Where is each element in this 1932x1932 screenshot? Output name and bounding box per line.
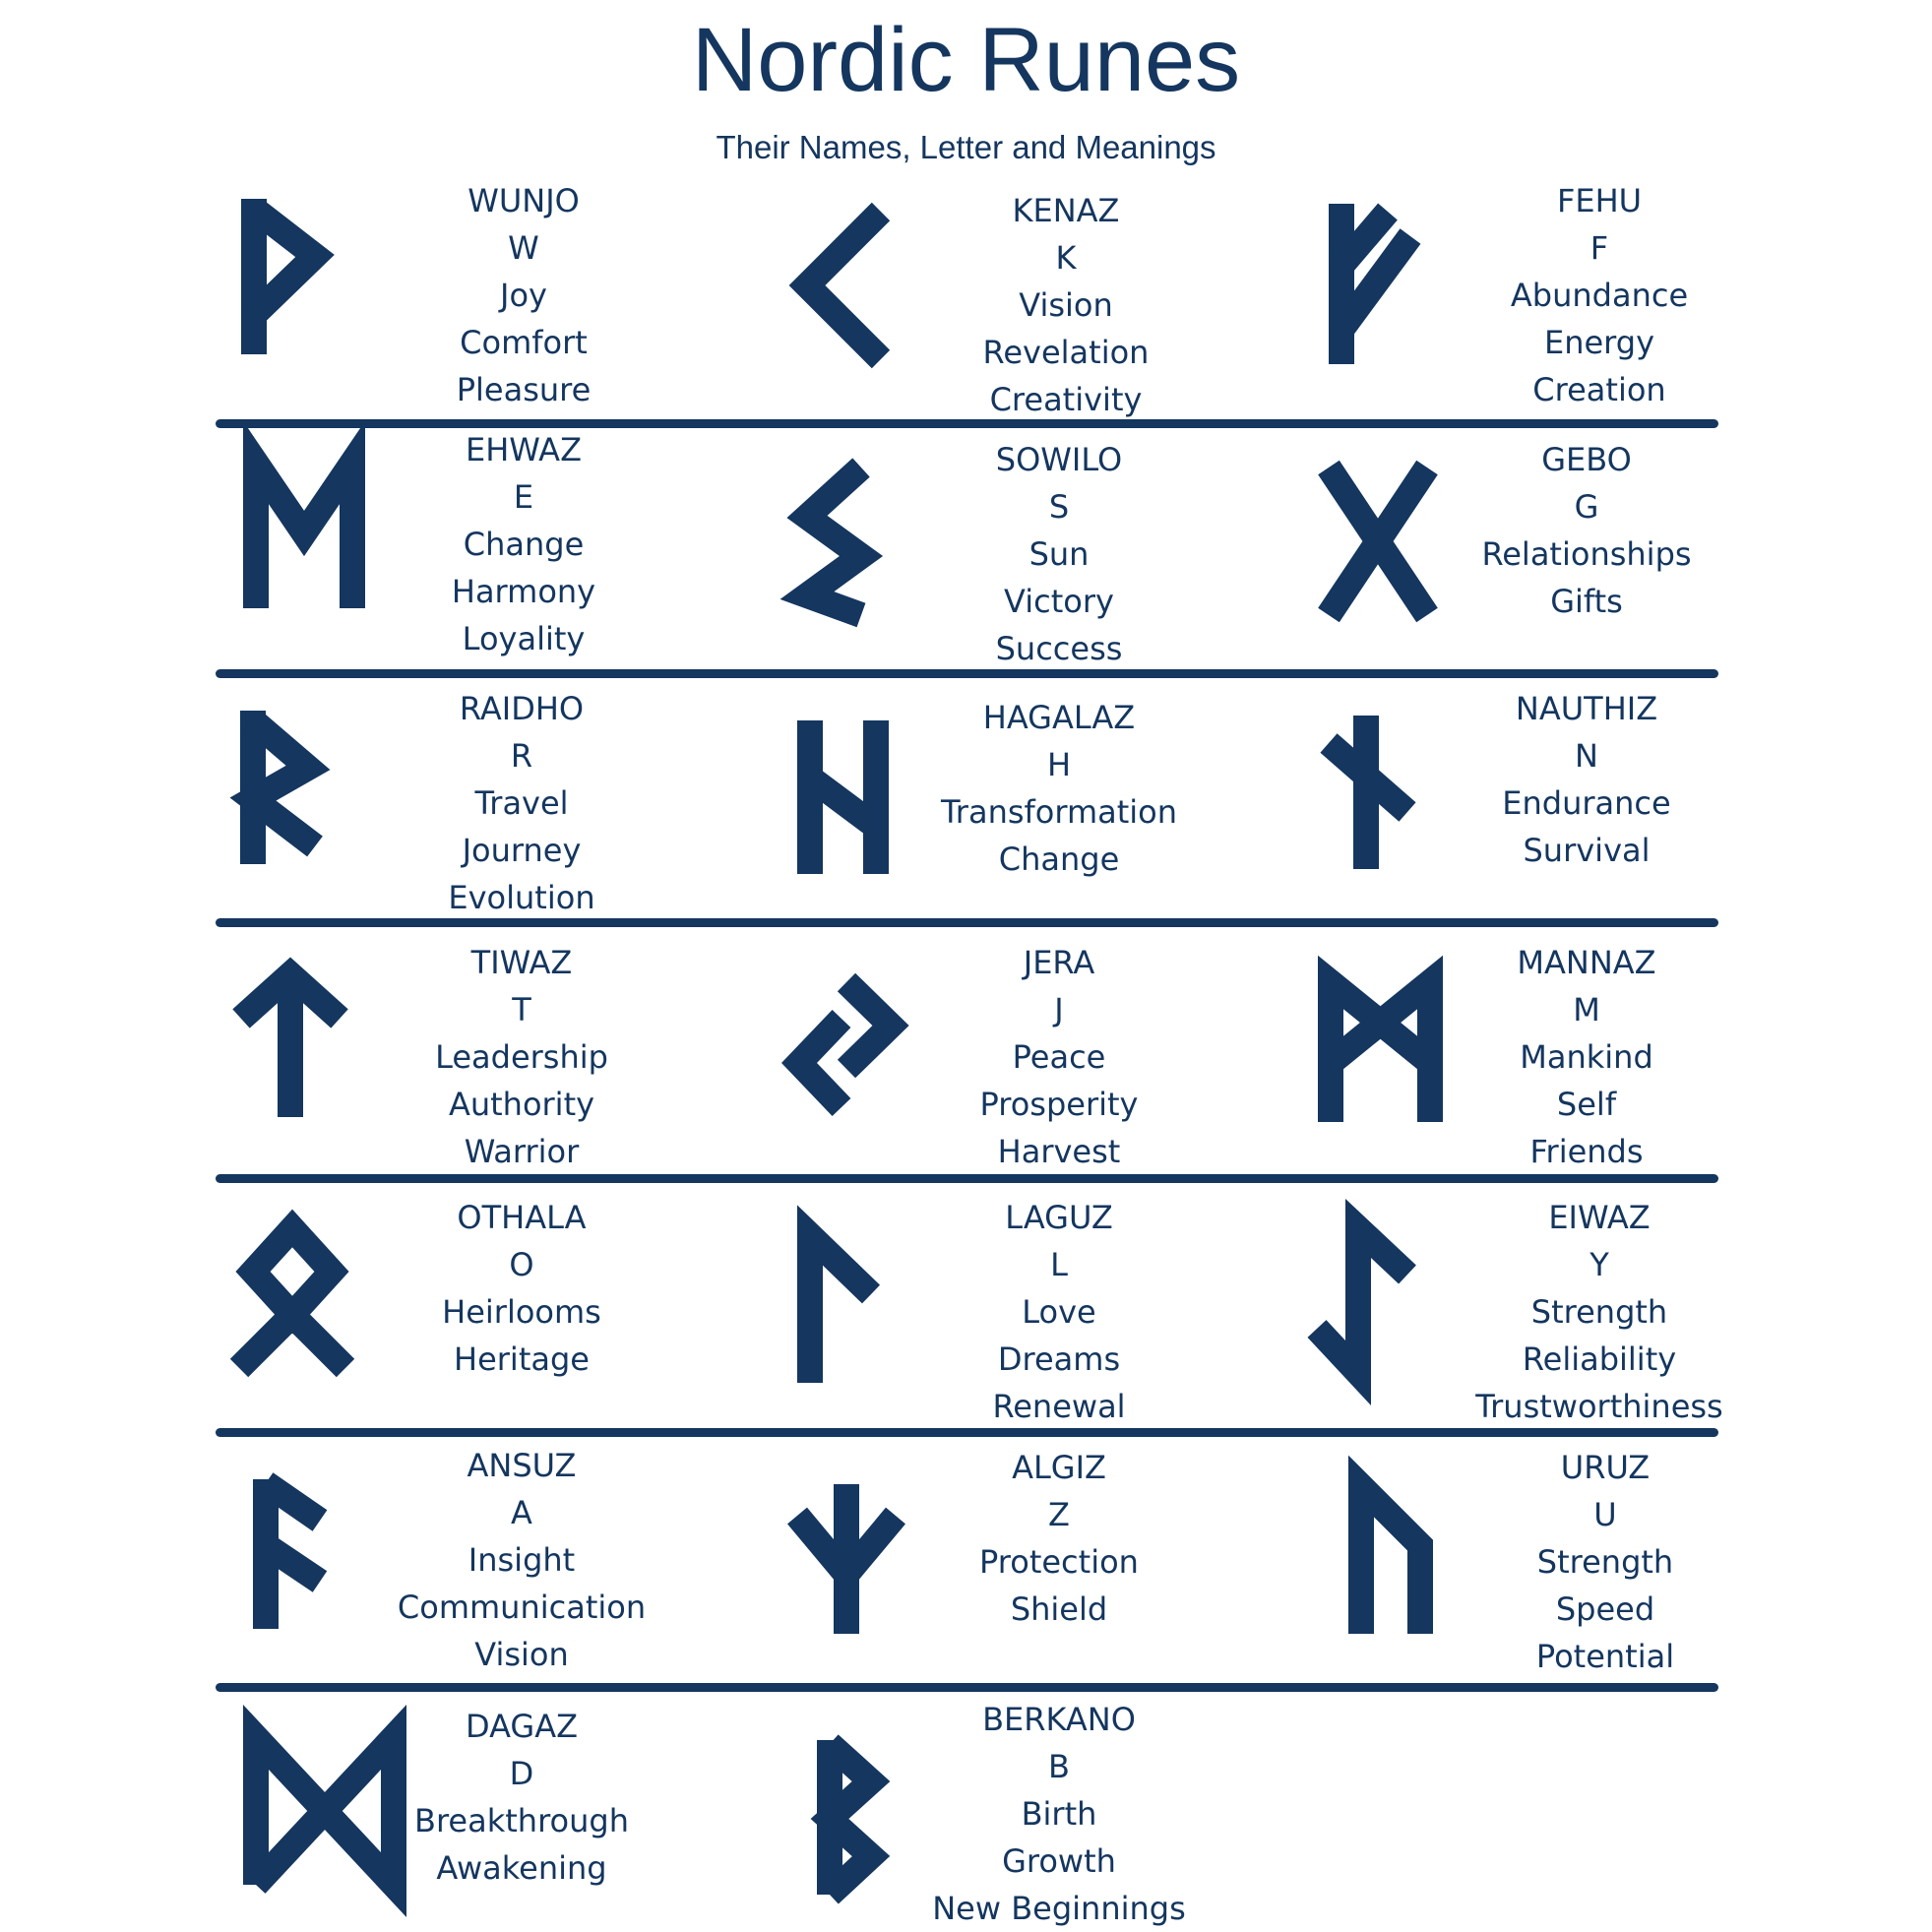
rune-meaning: New Beginnings <box>932 1890 1186 1927</box>
rune-meaning: Creativity <box>989 381 1143 418</box>
rune-meaning: Heirlooms <box>442 1293 601 1331</box>
rune-letter: D <box>509 1755 534 1792</box>
rune-meaning: Awakening <box>436 1849 607 1887</box>
rune-meaning: Creation <box>1532 371 1666 408</box>
rune-meaning: Comfort <box>460 324 588 361</box>
rune-name: HAGALAZ <box>982 699 1136 736</box>
rune-meaning: Strength <box>1536 1543 1674 1581</box>
rune-meaning: Speed <box>1555 1590 1655 1628</box>
rune-letter: T <box>512 991 531 1028</box>
rune-entry-uruz <box>1438 1444 1773 1680</box>
rune-name: FEHU <box>1556 182 1643 219</box>
rune-entry-jera <box>892 939 1226 1175</box>
rune-letter: W <box>508 229 539 267</box>
rune-name: ALGIZ <box>1012 1449 1106 1486</box>
page-title: Nordic Runes <box>691 10 1241 110</box>
rune-letter: Z <box>1048 1496 1070 1533</box>
rune-entry-mannaz <box>1419 939 1754 1175</box>
rune-name: EIWAZ <box>1548 1199 1651 1236</box>
rune-name: JERA <box>1023 944 1095 981</box>
rune-entry-sowilo <box>892 436 1226 672</box>
rune-meaning: Travel <box>474 784 569 822</box>
rune-meaning: Strength <box>1530 1293 1668 1331</box>
rune-meaning: Trustworthiness <box>1475 1388 1723 1425</box>
rune-meaning: Harmony <box>451 573 596 610</box>
rune-meaning: Change <box>998 841 1120 878</box>
rune-entry-gebo <box>1419 436 1754 625</box>
rune-meaning: Abundance <box>1510 277 1689 314</box>
rune-meaning: Success <box>995 630 1123 667</box>
rune-meaning: Pleasure <box>456 371 592 408</box>
rune-name: MANNAZ <box>1517 944 1656 981</box>
rune-meaning: Joy <box>500 277 547 314</box>
rune-meaning: Self <box>1556 1086 1617 1123</box>
rune-entry-eiwaz <box>1432 1194 1767 1430</box>
rune-meaning: Vision <box>474 1636 569 1673</box>
rune-letter: J <box>1054 991 1064 1028</box>
rune-meaning: Vision <box>1019 286 1113 324</box>
rune-entry-laguz <box>892 1194 1226 1430</box>
rune-meaning: Renewal <box>992 1388 1126 1425</box>
rune-meaning: Reliability <box>1522 1340 1677 1378</box>
rune-name: SOWILO <box>995 441 1123 478</box>
rune-name: WUNJO <box>467 182 580 219</box>
rune-entry-tiwaz <box>354 939 689 1175</box>
rune-name: GEBO <box>1541 441 1632 478</box>
rune-name: EHWAZ <box>466 431 582 468</box>
rune-entry-raidho <box>354 685 689 921</box>
rune-letter: N <box>1575 737 1598 775</box>
rune-name: LAGUZ <box>1005 1199 1113 1236</box>
rune-meaning: Growth <box>1002 1842 1116 1880</box>
rune-meaning: Shield <box>1010 1590 1108 1628</box>
rune-meaning: Relationships <box>1481 535 1692 573</box>
rune-meaning: Victory <box>1004 583 1114 620</box>
rune-meaning: Survival <box>1523 832 1651 869</box>
rune-meaning: Harvest <box>997 1133 1121 1170</box>
rune-letter: R <box>510 737 533 775</box>
rune-letter: M <box>1573 991 1600 1028</box>
rune-meaning: Warrior <box>464 1133 580 1170</box>
rune-entry-wunjo <box>356 177 691 413</box>
rune-letter: L <box>1050 1246 1068 1283</box>
rune-name: ANSUZ <box>467 1447 577 1484</box>
rune-letter: A <box>511 1494 532 1531</box>
rune-name: NAUTHIZ <box>1515 690 1658 727</box>
rune-meaning: Evolution <box>448 879 595 916</box>
rune-meaning: Protection <box>979 1543 1139 1581</box>
rune-name: TIWAZ <box>470 944 573 981</box>
rune-name: DAGAZ <box>465 1708 578 1745</box>
rune-letter: G <box>1574 488 1599 526</box>
rune-letter: O <box>509 1246 534 1283</box>
rune-name: BERKANO <box>982 1701 1136 1738</box>
rune-entry-berkano <box>892 1696 1226 1932</box>
rune-letter: E <box>513 478 534 516</box>
rune-meaning: Peace <box>1012 1038 1106 1076</box>
rune-meaning: Endurance <box>1502 784 1671 822</box>
rune-entry-ansuz <box>354 1442 689 1678</box>
rune-entry-hagalaz <box>892 694 1226 883</box>
rune-meaning: Authority <box>448 1086 595 1123</box>
rune-entry-ehwaz <box>356 426 691 662</box>
rune-name: OTHALA <box>457 1199 587 1236</box>
rune-entry-fehu <box>1432 177 1767 413</box>
rune-meaning: Heritage <box>454 1340 590 1378</box>
rune-meaning: Energy <box>1543 324 1655 361</box>
rune-meaning: Loyality <box>462 620 586 657</box>
rune-letter: B <box>1048 1748 1070 1785</box>
rune-meaning: Birth <box>1021 1795 1097 1833</box>
rune-name: RAIDHO <box>459 690 585 727</box>
rune-entry-algiz <box>892 1444 1226 1633</box>
rune-meaning: Transformation <box>940 793 1178 831</box>
rune-letter: K <box>1055 239 1077 277</box>
rune-meaning: Communication <box>397 1589 647 1626</box>
rune-entry-othala <box>354 1194 689 1383</box>
page-subtitle: Their Names, Letter and Meanings <box>716 129 1216 165</box>
row-divider <box>216 1683 1718 1692</box>
rune-letter: S <box>1048 488 1070 526</box>
rune-meaning: Friends <box>1529 1133 1644 1170</box>
rune-name: KENAZ <box>1012 192 1120 229</box>
rune-meaning: Insight <box>467 1541 576 1579</box>
rune-meaning: Journey <box>462 832 582 869</box>
row-divider <box>216 1174 1718 1183</box>
rune-entry-kenaz <box>899 187 1233 423</box>
rune-meaning: Love <box>1022 1293 1096 1331</box>
rune-meaning: Sun <box>1028 535 1090 573</box>
rune-meaning: Gifts <box>1550 583 1623 620</box>
rune-meaning: Mankind <box>1520 1038 1653 1076</box>
rune-meaning: Revelation <box>982 334 1150 371</box>
rune-name: URUZ <box>1560 1449 1651 1486</box>
rune-meaning: Leadership <box>435 1038 608 1076</box>
rune-meaning: Breakthrough <box>414 1802 629 1839</box>
rune-entry-nauthiz <box>1419 685 1754 874</box>
rune-entry-dagaz <box>354 1703 689 1892</box>
rune-meaning: Change <box>463 526 585 563</box>
rune-letter: U <box>1593 1496 1617 1533</box>
rune-meaning: Potential <box>1535 1638 1675 1675</box>
rune-letter: Y <box>1589 1246 1609 1283</box>
rune-meaning: Prosperity <box>979 1086 1139 1123</box>
rune-meaning: Dreams <box>997 1340 1121 1378</box>
rune-letter: H <box>1046 746 1072 783</box>
rune-letter: F <box>1589 229 1609 267</box>
